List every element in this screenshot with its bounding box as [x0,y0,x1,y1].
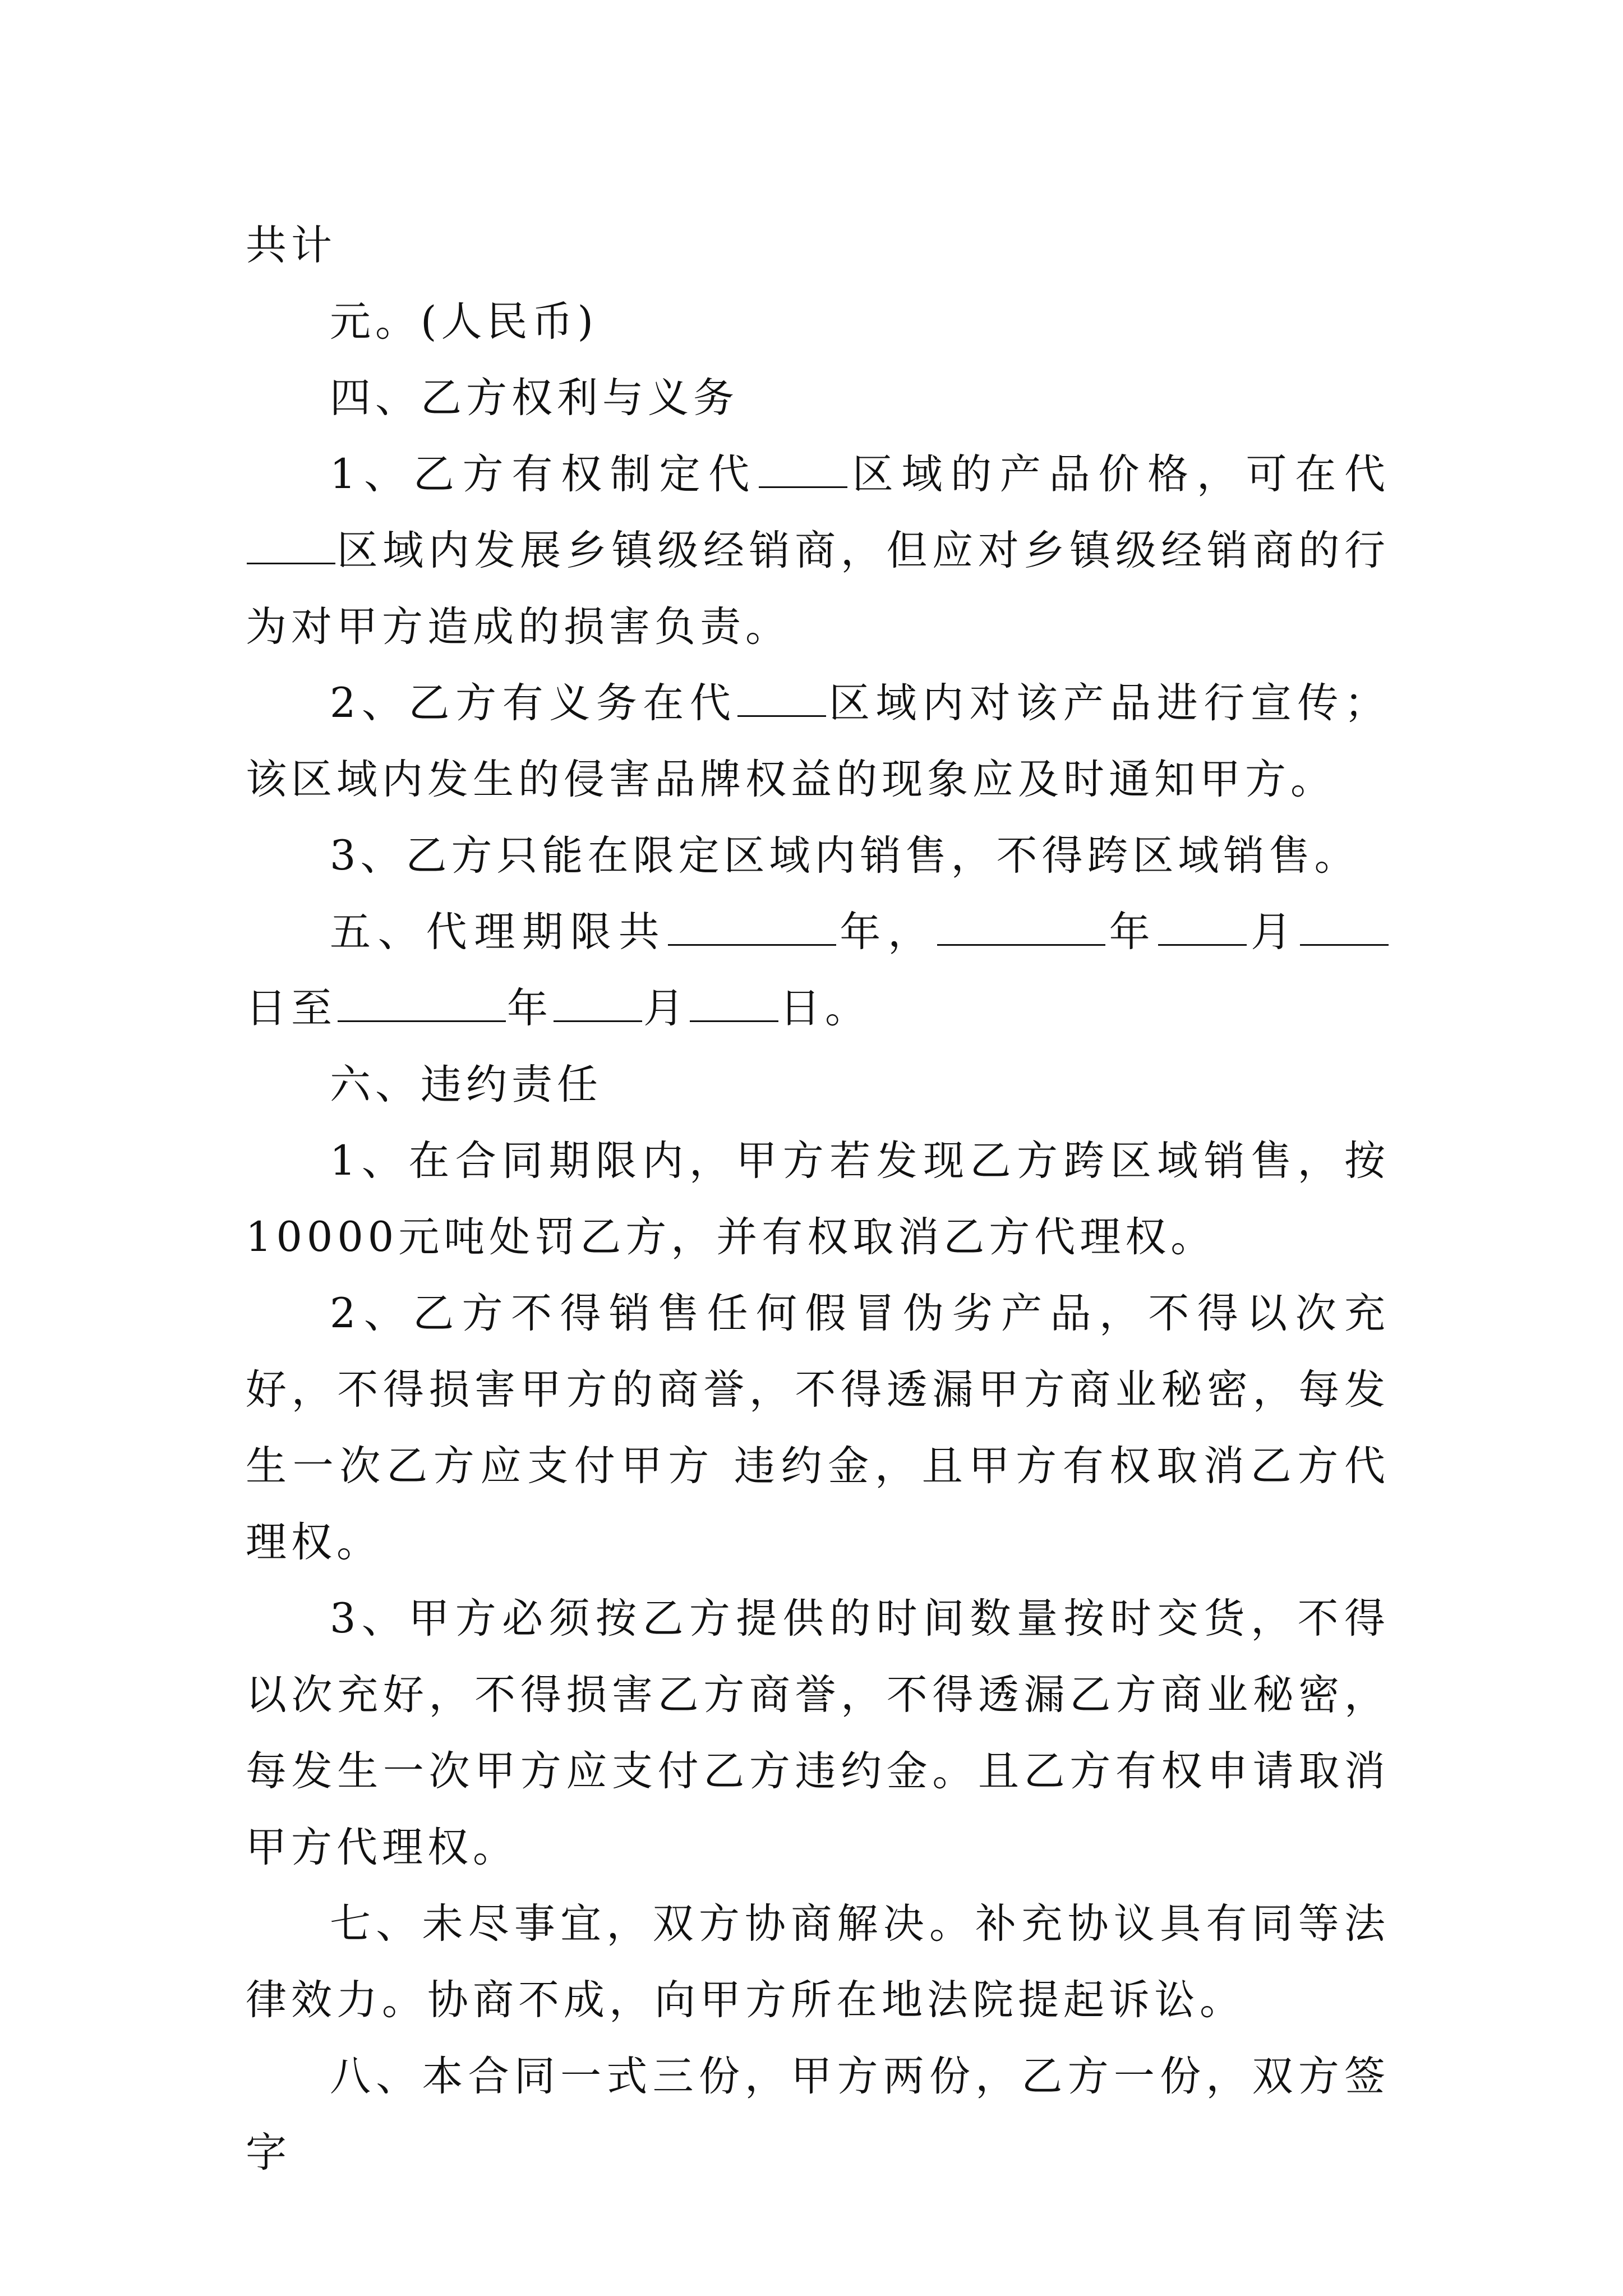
clause-6-2 [246,1276,1390,1581]
clause-text: 3、乙方只能在限定区域内销售，不得跨区域销售。 [330,832,1360,880]
clause-text: 五、代理期限共 [330,908,667,956]
section-heading-agency-term [246,894,1390,1047]
blank-field [1300,905,1389,946]
clause-4-3 [246,818,1390,894]
blank-field [247,524,335,564]
clause-text: 1、乙方有权制定代 [330,450,758,498]
blank-field [737,677,826,717]
blank-field [668,905,836,946]
clause-text: 2、乙方有义务在代 [330,679,737,727]
clause-6-3 [246,1581,1390,1886]
section-heading-rights-obligations [246,360,1390,436]
blank-field [759,448,847,488]
clause-text: 区域的产品价格，可在代 [849,450,1390,498]
clause-text: 2、乙方不得销售任何假冒伪劣产品，不得以次充好，不得损害甲方的商誉，不得透漏甲方商业秘密，每发生一次乙方应支付甲方 违约金，且甲方有权取消乙方代理权。 [246,1290,1390,1566]
blank-field [690,982,778,1022]
clause-text: 年 [507,984,552,1032]
section-8-copies [246,2039,1390,2191]
heading-text: 四、乙方权利与义务 [330,374,739,422]
blank-field [1158,905,1247,946]
clause-text: 年 [1106,908,1158,956]
blank-field [937,905,1105,946]
clause-text: 日至 [246,984,336,1032]
blank-field [338,982,506,1022]
paragraph-total [246,208,1390,284]
clause-text: 1、在合同期限内，甲方若发现乙方跨区域销售，按10000元吨处罚乙方，并有权取消乙方代理权。 [246,1137,1390,1261]
paragraph-text: 共计 [246,222,336,269]
clause-text: 八、本合同一式三份，甲方两份，乙方一份，双方签字 [246,2053,1390,2177]
paragraph-text: 元。(人民币) [330,298,598,346]
clause-text: 月 [643,984,689,1032]
clause-text: 年， [837,908,936,956]
clause-text: 日。 [780,984,870,1032]
section-7-unresolved-matters [246,1886,1390,2039]
clause-text: 3、甲方必须按乙方提供的时间数量按时交货，不得以次充好，不得损害乙方商誉，不得透漏乙方商业秘密，每发生一次甲方应支付乙方违约金。且乙方有权申请取消甲方代理权。 [246,1595,1390,1871]
clause-text: 区域内发展乡镇级经销商，但应对乡镇级经销商的行为对甲方造成的损害负责。 [246,527,1390,651]
clause-6-1 [246,1123,1390,1276]
clause-4-1 [246,436,1390,665]
paragraph-currency [246,284,1390,360]
document-body [246,208,1390,2191]
clause-text: 区域内对该产品进行宣传；该区域内发生的侵害品牌权益的现象应及时通知甲方。 [246,679,1390,803]
clause-text: 月 [1248,908,1299,956]
heading-text: 六、违约责任 [330,1061,602,1108]
section-heading-liability [246,1047,1390,1123]
clause-4-2 [246,665,1390,818]
blank-field [554,982,642,1022]
clause-text: 七、未尽事宜，双方协商解决。补充协议具有同等法律效力。协商不成，向甲方所在地法院提起诉讼。 [246,1900,1390,2024]
